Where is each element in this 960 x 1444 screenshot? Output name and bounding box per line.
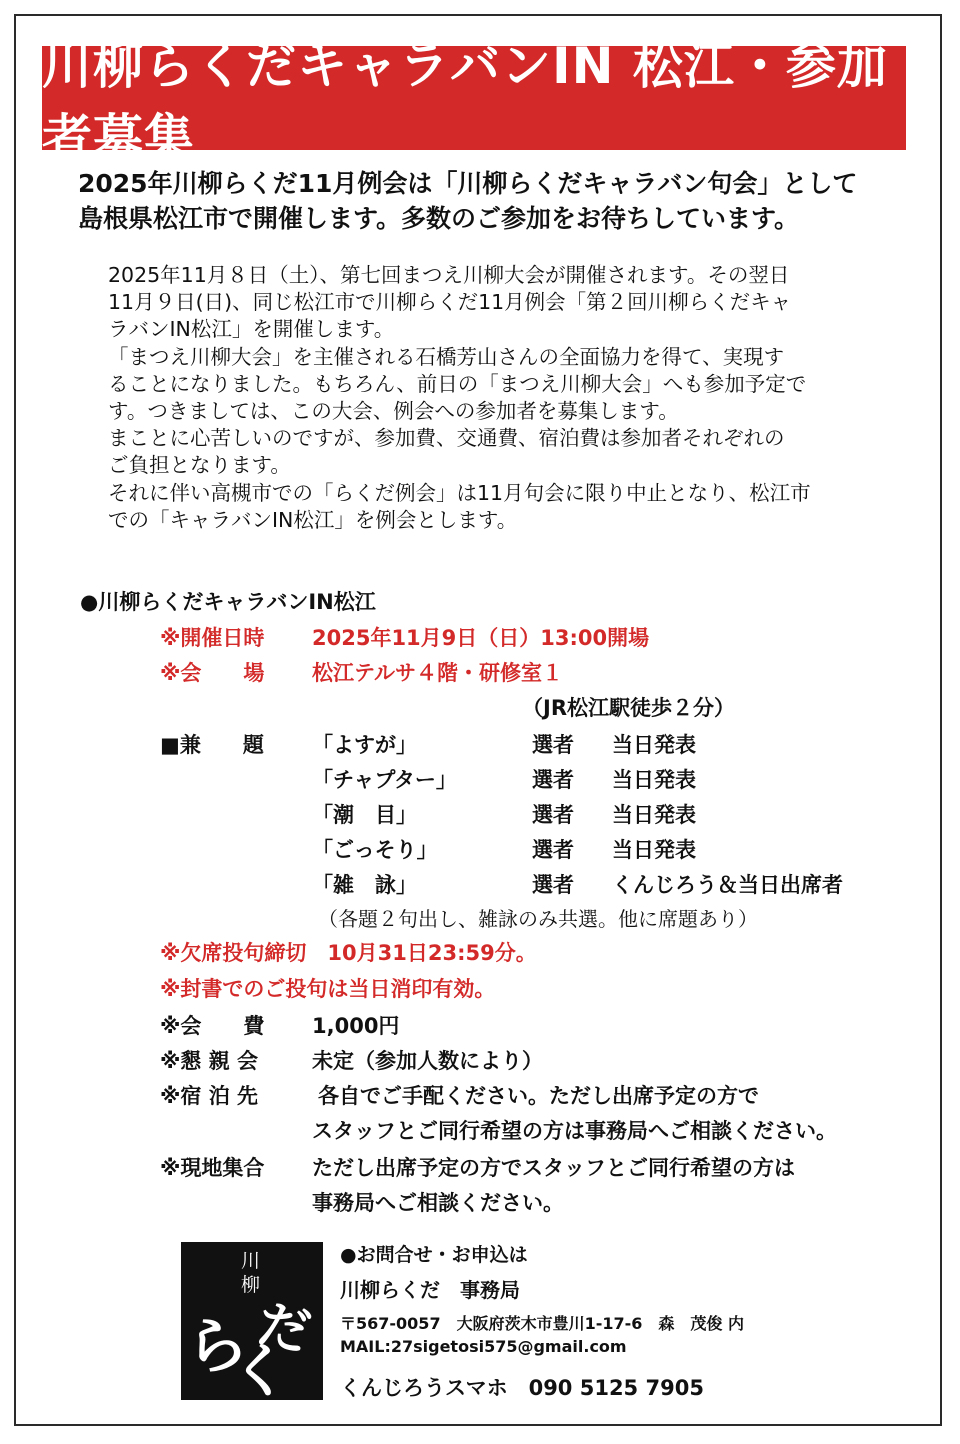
- lodging-line: 各自でご手配ください。ただし出席予定の方で: [318, 1084, 759, 1108]
- themes-label: ■兼 題: [160, 733, 264, 757]
- postal-notice: ※封書でのご投句は当日消印有効。: [160, 977, 496, 1001]
- fee-label: ※会 費: [160, 1014, 265, 1038]
- theme-title: 「よすが」: [312, 733, 417, 757]
- theme-title: 「ごっそり」: [312, 838, 438, 862]
- body-line: ることになりました。もちろん、前日の「まつえ川柳大会」へも参加予定で: [108, 371, 807, 396]
- meet-line: ただし出席予定の方でスタッフとご同行希望の方は: [312, 1156, 795, 1180]
- theme-title: 「チャプター」: [312, 768, 457, 792]
- contact-address: 〒567-0057 大阪府茨木市豊川1-17-6 森 茂俊 内: [340, 1314, 744, 1333]
- body-line: まことに心苦しいのですが、参加費、交通費、宿泊費は参加者それぞれの: [108, 426, 785, 451]
- date-label: ※開催日時: [160, 626, 265, 650]
- logo-char: く: [231, 1337, 290, 1400]
- contact-heading: ●お問合せ・お申込は: [340, 1244, 528, 1266]
- contact-email: MAIL:27sigetosi575@gmail.com: [340, 1337, 627, 1356]
- contact-office: 川柳らくだ 事務局: [340, 1278, 520, 1302]
- judge-name: 当日発表: [612, 838, 696, 862]
- body-line: ご負担となります。: [108, 453, 291, 478]
- logo-char: 柳: [241, 1274, 261, 1296]
- rakuda-logo: [181, 1242, 323, 1400]
- judge-name: 当日発表: [612, 733, 696, 757]
- section-title: ●川柳らくだキャラバンIN松江: [80, 590, 376, 614]
- body-line: 11月９日(日)、同じ松江市で川柳らくだ11月例会「第２回川柳らくだキャ: [108, 290, 792, 315]
- lead-line: 島根県松江市で開催します。多数のご参加をお待ちしています。: [78, 204, 800, 233]
- contact-phone: くんじろうスマホ 090 5125 7905: [340, 1376, 704, 1400]
- venue-note: （JR松江駅徒歩２分）: [522, 696, 735, 720]
- fee-value: 1,000円: [312, 1014, 400, 1038]
- lodging-label: ※宿 泊 先: [160, 1084, 259, 1108]
- judge-name: 当日発表: [612, 803, 696, 827]
- theme-title: 「雑 詠」: [312, 873, 417, 897]
- meet-line: 事務局へご相談ください。: [312, 1191, 564, 1215]
- lodging-line: スタッフとご同行希望の方は事務局へご相談ください。: [312, 1119, 837, 1143]
- judge-label: 選者: [532, 803, 574, 827]
- body-line: 「まつえ川柳大会」を主催される石橋芳山さんの全面協力を得て、実現す: [108, 344, 785, 369]
- venue-label: ※会 場: [160, 661, 265, 685]
- page-title-banner: [42, 37, 906, 167]
- date-value: 2025年11月9日（日）13:00開場: [312, 626, 650, 650]
- venue-value: 松江テルサ４階・研修室１: [312, 661, 563, 685]
- judge-label: 選者: [532, 733, 574, 757]
- judge-label: 選者: [532, 873, 574, 897]
- judge-name: くんじろう＆当日出席者: [612, 873, 843, 897]
- theme-title: 「潮 目」: [312, 803, 417, 827]
- lead-line: 2025年川柳らくだ11月例会は「川柳らくだキャラバン句会」として: [78, 169, 858, 198]
- logo-char: 川: [241, 1250, 261, 1272]
- judge-label: 選者: [532, 838, 574, 862]
- judge-name: 当日発表: [612, 768, 696, 792]
- body-line: 2025年11月８日（土）、第七回まつえ川柳大会が開催されます。その翌日: [108, 263, 790, 287]
- party-value: 未定（参加人数により）: [312, 1049, 543, 1073]
- lead-paragraph: [78, 166, 908, 236]
- meet-label: ※現地集合: [160, 1156, 265, 1180]
- judge-label: 選者: [532, 768, 574, 792]
- body-line: それに伴い高槻市での「らくだ例会」は11月句会に限り中止となり、松江市: [108, 480, 811, 505]
- logo-char: ら: [181, 1304, 253, 1386]
- page-title: 川柳らくだキャラバンIN 松江・参加者募集: [42, 37, 888, 167]
- body-paragraph: [108, 262, 908, 534]
- body-line: ラバンIN松江」を開催します。: [108, 317, 395, 342]
- body-line: での「キャラバンIN松江」を例会とします。: [108, 507, 518, 532]
- body-line: す。つきましては、この大会、例会への参加者を募集します。: [108, 399, 679, 424]
- party-label: ※懇 親 会: [160, 1049, 259, 1073]
- logo-char: だ: [252, 1293, 316, 1364]
- themes-note: （各題２句出し、雑詠のみ共選。他に席題あり）: [318, 907, 758, 931]
- deadline-notice: ※欠席投句締切 10月31日23:59分。: [160, 941, 537, 965]
